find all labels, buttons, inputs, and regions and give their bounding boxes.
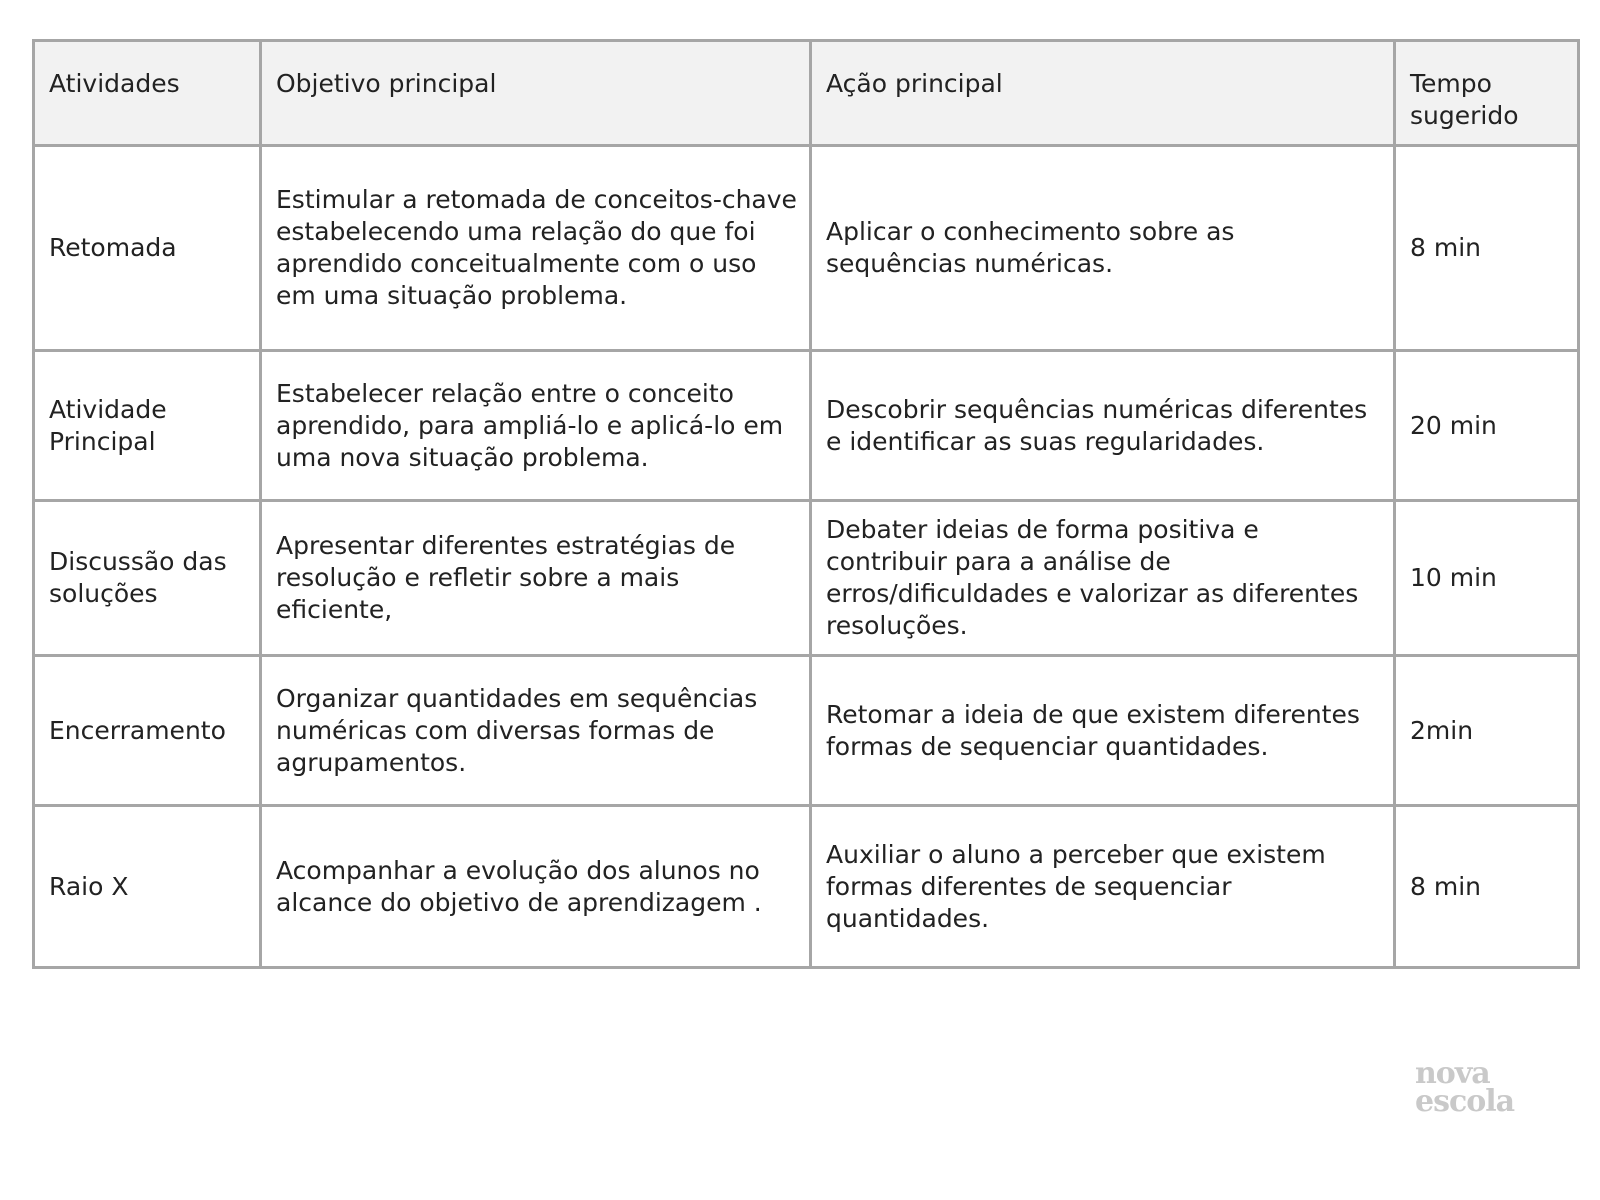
- cell-tempo: 2min: [1395, 656, 1579, 806]
- table-row: [34, 351, 1579, 501]
- logo-line-nova: nova: [1415, 1056, 1490, 1091]
- table-row: [34, 501, 1579, 656]
- header-acao-principal: Ação principal: [811, 41, 1395, 146]
- cell-objetivo: Acompanhar a evolução dos alunos no alcance do objetivo de aprendizagem .: [261, 806, 811, 968]
- nova-escola-logo: [1415, 1056, 1535, 1119]
- cell-atividade: Encerramento: [34, 656, 261, 806]
- table-row: [34, 806, 1579, 968]
- cell-acao: Descobrir sequências numéricas diferentes e identificar as suas regularidades.: [811, 351, 1395, 501]
- cell-tempo: 8 min: [1395, 146, 1579, 351]
- cell-acao: Debater ideias de forma positiva e contribuir para a análise de erros/dificuldades e valorizar as diferentes resoluções.: [811, 501, 1395, 656]
- cell-atividade: Raio X: [34, 806, 261, 968]
- cell-acao: Auxiliar o aluno a perceber que existem formas diferentes de sequenciar quantidades.: [811, 806, 1395, 968]
- cell-atividade: Atividade Principal: [34, 351, 261, 501]
- cell-objetivo: Organizar quantidades em sequências numéricas com diversas formas de agrupamentos.: [261, 656, 811, 806]
- cell-tempo: 20 min: [1395, 351, 1579, 501]
- cell-objetivo: Apresentar diferentes estratégias de resolução e refletir sobre a mais eficiente,: [261, 501, 811, 656]
- table-row: [34, 656, 1579, 806]
- cell-objetivo: Estimular a retomada de conceitos-chave estabelecendo uma relação do que foi aprendido conceitualmente com o uso em uma situação problema.: [261, 146, 811, 351]
- cell-tempo: 10 min: [1395, 501, 1579, 656]
- cell-objetivo: Estabelecer relação entre o conceito aprendido, para ampliá-lo e aplicá-lo em uma nova situação problema.: [261, 351, 811, 501]
- cell-acao: Aplicar o conhecimento sobre as sequências numéricas.: [811, 146, 1395, 351]
- cell-tempo: 8 min: [1395, 806, 1579, 968]
- table-header-row: [34, 41, 1579, 146]
- cell-acao: Retomar a ideia de que existem diferentes formas de sequenciar quantidades.: [811, 656, 1395, 806]
- cell-atividade: Retomada: [34, 146, 261, 351]
- header-objetivo-principal: Objetivo principal: [261, 41, 811, 146]
- cell-atividade: Discussão das soluções: [34, 501, 261, 656]
- lesson-plan-table: [32, 39, 1580, 969]
- header-atividades: Atividades: [34, 41, 261, 146]
- logo-line-escola: escola: [1415, 1084, 1515, 1119]
- table-row: [34, 146, 1579, 351]
- header-tempo-sugerido: Tempo sugerido: [1395, 41, 1579, 146]
